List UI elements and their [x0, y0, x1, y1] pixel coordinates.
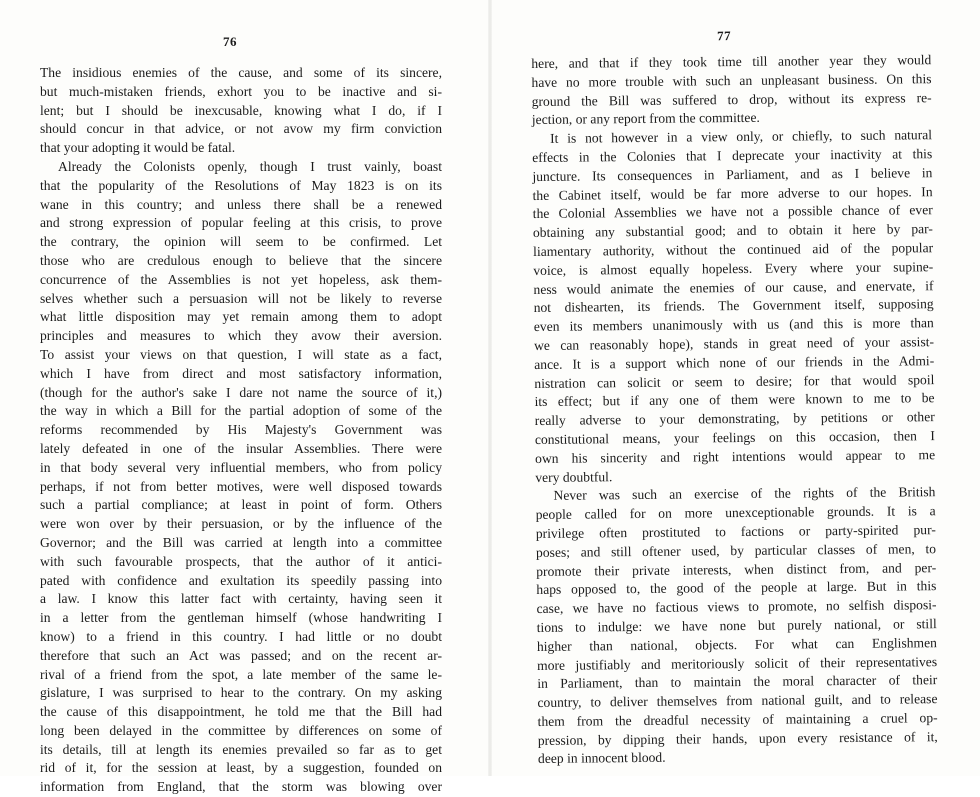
text-line: haps opposed to, the good of the people at large. But in this	[536, 578, 937, 598]
text-line: long been delayed in the committee by differences on some of	[40, 722, 442, 738]
right-page-body	[531, 51, 940, 769]
text-line: Governor; and the Bill was carried at length into a committee	[40, 534, 442, 550]
text-line: in that body several very influential members, who from policy	[40, 459, 442, 475]
text-line: that the popularity of the Resolutions of May 1823 is on its	[40, 177, 442, 193]
right-page	[531, 26, 940, 769]
text-line: information from England, that the storm was blowing over	[40, 779, 442, 795]
text-line: voice, is almost equally hopeless. Every where your supine-	[533, 258, 934, 278]
text-line: To assist your views on that question, I will state as a fact,	[40, 346, 442, 362]
text-line: really adverse to your demonstrating, by petitions or other	[534, 409, 935, 429]
text-line: nistration can solicit or seem to desire; for that would spoil	[534, 371, 935, 391]
text-line: we can reasonably hope), stands in great need of your assist-	[533, 334, 935, 353]
text-line: effects in the Colonies that I deprecate your inactivity at this	[532, 146, 933, 165]
text-line: wane in this country; and unless there shall be a renewed	[40, 196, 442, 212]
book-gutter	[488, 0, 492, 776]
text-line: know) to a friend in this country. I had little or no doubt	[40, 628, 442, 644]
text-line: own his sincerity and right intentions would appear to me	[535, 446, 936, 466]
text-line: It is not however in a view only, or chiefly, to such natural	[549, 127, 933, 147]
text-line: ground the Bill was suffered to drop, without its express re-	[531, 89, 932, 109]
left-page-body	[40, 64, 442, 797]
text-line: jection, or any report from the committee.	[531, 110, 760, 128]
text-line: The insidious enemies of the cause, and some of its sincere,	[40, 65, 442, 80]
text-line: country, to deliver themselves from national guilt, and to release	[537, 691, 938, 711]
text-line: deep in innocent blood.	[537, 750, 666, 767]
text-line: principles and measures to which they avow their aversion.	[40, 328, 442, 344]
page-number-left: 76	[223, 34, 237, 49]
text-line: the cause of this disappointment, he told me that the Bill had	[40, 704, 442, 720]
text-line: and strong expression of popular feeling at this crisis, to prove	[40, 215, 442, 231]
text-line: in Parliament, than to maintain the moral character of their	[537, 672, 938, 692]
text-line: ance. It is a support which none of our friends in the Admi-	[534, 352, 935, 372]
text-line: the Cabinet itself, would be far more adverse to our hopes. In	[532, 183, 933, 203]
text-line: reforms recommended by His Majesty's Government was	[40, 422, 442, 438]
text-line: even its members unanimously with us (and this is more than	[533, 315, 934, 335]
text-line: tions to indulge: we have none but purely national, or still	[536, 616, 937, 635]
text-line: selves whether such a persuasion will not be likely to reverse	[40, 290, 442, 306]
text-line: perhaps, if not from better motives, were well disposed towards	[40, 478, 442, 494]
text-line: people called for on more unexceptionable grounds. It is a	[535, 503, 936, 523]
text-line: what little disposition may yet remain among them to adopt	[40, 309, 442, 325]
text-line: gislature, I was surprised to hear to the contrary. On my asking	[40, 685, 442, 701]
text-line: pated with confidence and exultation its speedily passing into	[40, 572, 442, 588]
text-line: a law. I know this latter fact with certainty, having seen it	[40, 591, 442, 607]
text-line: Already the Colonists openly, though I trust vainly, boast	[58, 158, 442, 174]
text-line: them from the dreadful necessity of maintaining a cruel op-	[537, 710, 938, 729]
text-line: were won over by their persuasion, or by the influence of the	[40, 516, 442, 532]
text-line: such a partial compliance; at least in point of form. Others	[40, 497, 442, 513]
text-line: its effect; but if any one of them were known to me to be	[534, 390, 935, 410]
text-line: which I have from direct and most satisfactory information,	[40, 365, 442, 381]
text-line: its details, till at length its enemies prevailed so far as to get	[40, 741, 442, 757]
text-line: pression, by dipping their hands, upon every resistance of it,	[537, 728, 938, 748]
text-line: therefore that such an Act was passed; and on the recent ar-	[40, 647, 442, 663]
text-line: lent; but I should be inexcusable, knowing what I do, if I	[40, 102, 442, 118]
text-line: not dishearten, its friends. The Government itself, supposing	[533, 296, 934, 316]
text-line: very doubtful.	[535, 468, 613, 485]
text-line: lately defeated in one of the insular Assemblies. There were	[40, 440, 442, 456]
text-line: concurrence of the Assemblies is not yet hopeless, ask them-	[40, 271, 442, 287]
text-line: more justifiably and meritoriously solicit of their representatives	[537, 653, 938, 673]
text-line: here, and that if they took time till another year they would	[531, 52, 932, 71]
text-line: Never was such an exercise of the rights of the British	[553, 484, 936, 504]
left-page	[40, 34, 442, 797]
text-line: that your adopting it would be fatal.	[40, 140, 236, 156]
text-line: those who are credulous enough to believe that the sincere	[40, 252, 442, 268]
text-line: promote their private interests, when distinct from, and per-	[536, 559, 937, 579]
text-line: juncture. Its consequences in Parliament, and as I believe in	[532, 164, 933, 184]
text-line: in a letter from the gentleman himself (whose handwriting I	[40, 610, 442, 626]
page-number-right: 77	[716, 28, 732, 44]
text-line: but much-mistaken friends, exhort you to be inactive and si-	[40, 83, 442, 99]
text-line: have no more trouble with such an unpleasant business. On this	[531, 70, 932, 90]
text-line: privilege often prostituted to factions or party-spirited pur-	[535, 522, 936, 541]
text-line: the contrary, the opinion will seem to be confirmed. Let	[40, 234, 442, 250]
text-line: should concur in that advice, or not avow my firm conviction	[40, 121, 442, 137]
text-line: higher than national, objects. For what can Englishmen	[536, 634, 937, 654]
text-line: the Colonial Assemblies we have not a possible chance of ever	[532, 202, 933, 222]
text-line: obtaining any substantial good; and to obtain it here by par-	[532, 221, 933, 241]
text-line: with such favourable prospects, that the author of it antici-	[40, 553, 442, 569]
text-line: rid of it, for the session at least, by a suggestion, founded on	[40, 760, 442, 776]
text-line: case, we have no factious views to promote, no selfish disposi-	[536, 597, 937, 617]
text-line: rival of a friend from the spot, a late member of the same le-	[40, 666, 442, 682]
text-line: liamentary authority, without the continued aid of the popular	[533, 240, 934, 259]
text-line: (though for the author's sake I dare not name the source of it,)	[40, 384, 442, 400]
text-line: poses; and still oftener used, by particular classes of men, to	[535, 540, 937, 560]
text-line: ness would animate the enemies of our cause, and enervate, if	[533, 277, 934, 297]
text-line: constitutional means, your feelings on this occasion, then I	[534, 428, 935, 447]
text-line: the way in which a Bill for the partial adoption of some of the	[40, 403, 442, 419]
